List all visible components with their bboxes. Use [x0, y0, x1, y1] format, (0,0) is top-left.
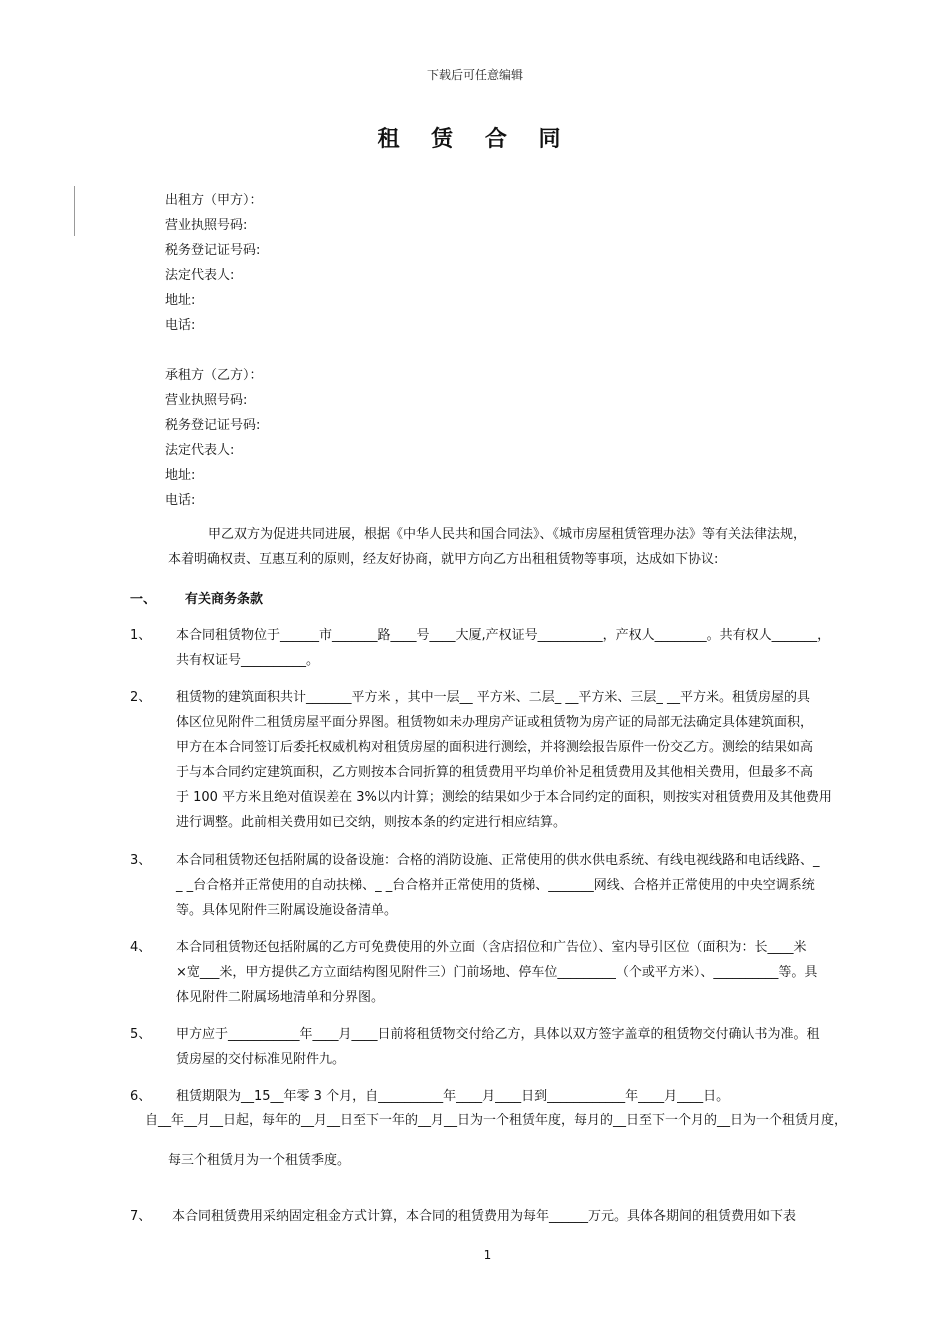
clause-7 [130, 1204, 900, 1229]
clause-number: 1、 [130, 628, 152, 643]
intro-line-1: 甲乙双方为促进共同进展，根据《中华人民共和国合同法》、《城市房屋租赁管理办法》等有关法律法规， [208, 527, 807, 542]
clause-line: ×宽___米，甲方提供乙方立面结构图见附件三）门前场地、停车位_________（个或平方米）、__________等。具 [176, 965, 818, 980]
clause-number: 2、 [130, 690, 152, 705]
intro-line-2: 本着明确权责、互惠互利的原则，经友好协商，就甲方向乙方出租租赁物等事项，达成如下协议: [168, 552, 719, 567]
page-number: 1 [483, 1248, 492, 1262]
clause-line: 甲方在本合同签订后委托权威机构对租赁房屋的面积进行测绘，并将测绘报告原件一份交乙方。测绘的结果如高 [176, 740, 814, 755]
clause-6 [130, 1084, 900, 1109]
clause-line: 进行调整。此前相关费用如已交纳，则按本条的约定进行相应结算。 [176, 815, 567, 830]
header-note: 下载后可任意编辑 [426, 68, 523, 82]
section-number: 一、 [130, 592, 157, 607]
clause-number: 4、 [130, 940, 152, 955]
clause-line: 本合同租赁物还包括附属的设备设施：合格的消防设施、正常使用的供水供电系统、有线电视线路和电话线路、_ [176, 853, 820, 868]
clause-4 [130, 935, 900, 1010]
clause-3 [130, 848, 900, 923]
party-b-block [165, 363, 263, 513]
party-a-tax: 税务登记证号码: [165, 243, 261, 258]
clause-number: 7、 [130, 1209, 152, 1224]
clause-line: 共有权证号__________。 [176, 653, 320, 668]
section-heading [130, 588, 263, 607]
clause-line: _ _台合格并正常使用的自动扶梯、_ _台合格并正常使用的货梯、_______网线、合格并正常使用的中央空调系统 [176, 878, 815, 893]
party-b-phone: 电话: [165, 493, 196, 508]
party-a-address: 地址: [165, 293, 196, 308]
clause-line: 体见附件二附属场地清单和分界图。 [176, 990, 385, 1005]
clause-number: 6、 [130, 1089, 152, 1104]
clause-line: 租赁物的建筑面积共计_______平方米 ，其中一层__ 平方米、二层_ __平方米、三层_ __平方米。租赁房屋的具 [176, 690, 811, 705]
party-a-lessor: 出租方（甲方）： [165, 193, 263, 208]
clause-2 [130, 685, 900, 835]
clause-line: 本合同租赁物还包括附属的乙方可免费使用的外立面（含店招位和广告位）、室内导引区位（面积为：长____米 [176, 940, 807, 955]
clause-line: 于与本合同约定建筑面积，乙方则按本合同折算的租赁费用平均单价补足租赁费用及其他相关费用，但最多不高 [176, 765, 814, 780]
document-title: 租 赁 合 同 [377, 127, 573, 152]
party-b-tax: 税务登记证号码: [165, 418, 261, 433]
clause-line: 本合同租赁费用采纳固定租金方式计算，本合同的租赁费用为每年______万元。具体各期间的租赁费用如下表 [172, 1209, 797, 1224]
party-b-license: 营业执照号码: [165, 393, 248, 408]
clause-number: 3、 [130, 853, 152, 868]
clause-line: 于 100 平方米且绝对值误差在 3%以内计算；测绘的结果如少于本合同约定的面积，则按实对租赁费用及其他费用 [176, 790, 832, 805]
clause-1 [130, 623, 900, 673]
clause-number: 5、 [130, 1027, 152, 1042]
clause-line: 体区位见附件二租赁房屋平面分界图。租赁物如未办理房产证或租赁物为房产证的局部无法确定具体建筑面积， [176, 715, 814, 730]
clause-line: 甲方应于___________年____月____日前将租赁物交付给乙方，具体以双方签字盖章的租赁物交付确认书为准。租 [176, 1027, 820, 1042]
party-a-block [165, 188, 263, 338]
intro-paragraph [168, 522, 903, 572]
party-a-phone: 电话: [165, 318, 196, 333]
party-b-address: 地址: [165, 468, 196, 483]
clause-line: 本合同租赁物位于______市_______路____号____大厦,产权证号__________，产权人________。共有权人_______， [176, 628, 831, 643]
clause-6-quarter-definition: 每三个租赁月为一个租赁季度。 [168, 1153, 351, 1168]
party-a-representative: 法定代表人: [165, 268, 235, 283]
clause-line: 租赁期限为__15__年零 3 个月，自__________年____月____日到____________年____月____日。 [176, 1089, 730, 1104]
clause-line: 等。具体见附件三附属设施设备清单。 [176, 903, 398, 918]
party-b-lessee: 承租方（乙方）： [165, 368, 263, 383]
party-a-license: 营业执照号码: [165, 218, 248, 233]
margin-mark [74, 186, 75, 236]
party-b-representative: 法定代表人: [165, 443, 235, 458]
clause-5 [130, 1022, 900, 1072]
section-label: 有关商务条款 [185, 592, 264, 607]
clause-6-period-definition: 自__年__月__日起，每年的__月__日至下一年的__月__日为一个租赁年度，每月的__日至下一个月的__日为一个租赁月度， [145, 1113, 848, 1128]
clause-line: 赁房屋的交付标准见附件九。 [176, 1052, 346, 1067]
